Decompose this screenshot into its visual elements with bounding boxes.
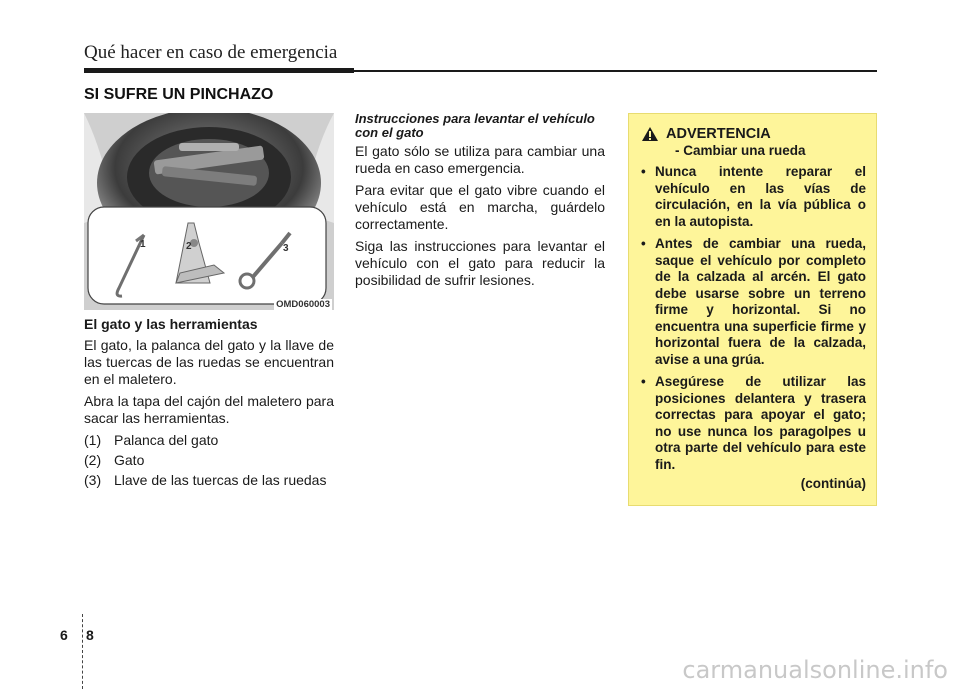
warning-subtitle: - Cambiar una rueda	[675, 143, 806, 158]
list-item-text: Palanca del gato	[114, 432, 219, 448]
section-title: SI SUFRE UN PINCHAZO	[84, 86, 274, 103]
warning-triangle-icon	[641, 126, 659, 142]
callout-1: 1	[140, 239, 146, 250]
list-item-text: Gato	[114, 452, 145, 468]
jack-paragraph-1: El gato sólo se utiliza para cambiar una rueda en caso emergencia.	[355, 143, 605, 176]
header-title: Qué hacer en caso de emergencia	[84, 42, 338, 63]
trunk-tools-illustration	[84, 113, 334, 310]
middle-column	[355, 112, 605, 294]
header-rule-thin	[354, 70, 877, 72]
bullet-dot: •	[641, 374, 646, 389]
left-column	[84, 316, 334, 492]
callout-3: 3	[283, 243, 289, 254]
figure-code: OMD060003	[276, 299, 330, 310]
warning-bullet	[641, 236, 866, 368]
bullet-dot: •	[641, 164, 646, 179]
warning-bullet-text: Nunca intente reparar el vehículo en las vías de circulación, en la vía pública o en la autopista.	[655, 164, 866, 229]
list-item	[84, 432, 334, 449]
warning-bullet-text: Asegúrese de utilizar las posiciones delantera y trasera correctas para apoyar el gato; no use nunca los paragolpes u otra parte del vehículo para este fin.	[655, 374, 866, 472]
list-item-number: (2)	[84, 452, 102, 468]
warning-box	[628, 113, 877, 506]
list-item-text: Llave de las tuercas de las ruedas	[114, 472, 327, 488]
bullet-dot: •	[641, 236, 646, 251]
page-num: 8	[86, 627, 94, 643]
continued-label: (continúa)	[800, 476, 866, 491]
warning-bullet	[641, 374, 866, 473]
warning-title: ADVERTENCIA	[666, 126, 771, 142]
tools-paragraph-2: Abra la tapa del cajón del maletero para sacar las herramientas.	[84, 393, 334, 426]
list-item	[84, 472, 334, 489]
callout-2: 2	[186, 241, 192, 252]
jack-paragraph-2: Para evitar que el gato vibre cuando el vehículo está en marcha, guárdelo correctamente.	[355, 182, 605, 232]
tools-paragraph-1: El gato, la palanca del gato y la llave de las tuercas de las ruedas se encuentran en el maletero.	[84, 337, 334, 387]
tools-heading: El gato y las herramientas	[84, 316, 258, 332]
page-divider	[82, 614, 84, 689]
list-item-number: (1)	[84, 432, 102, 448]
header-rule-thick	[84, 68, 354, 73]
warning-bullet	[641, 164, 866, 230]
list-item	[84, 452, 334, 469]
jack-instructions-heading: Instrucciones para levantar el vehículo con el gato	[355, 111, 595, 140]
watermark[interactable]: carmanualsonline.info	[682, 656, 948, 684]
list-item-number: (3)	[84, 472, 102, 488]
jack-paragraph-3: Siga las instrucciones para levantar el vehículo con el gato para reducir la posibilidad de sufrir lesiones.	[355, 238, 605, 288]
warning-bullet-text: Antes de cambiar una rueda, saque el vehículo por completo de la calzada al arcén. El gato debe usarse sobre un terreno firme y horizontal. Si no encuentra una superficie firme y horizontal fuera de la calzada, avise a una grúa.	[655, 236, 866, 367]
page-section: 6	[60, 627, 68, 643]
warning-header	[641, 126, 866, 142]
tools-figure	[84, 113, 334, 310]
